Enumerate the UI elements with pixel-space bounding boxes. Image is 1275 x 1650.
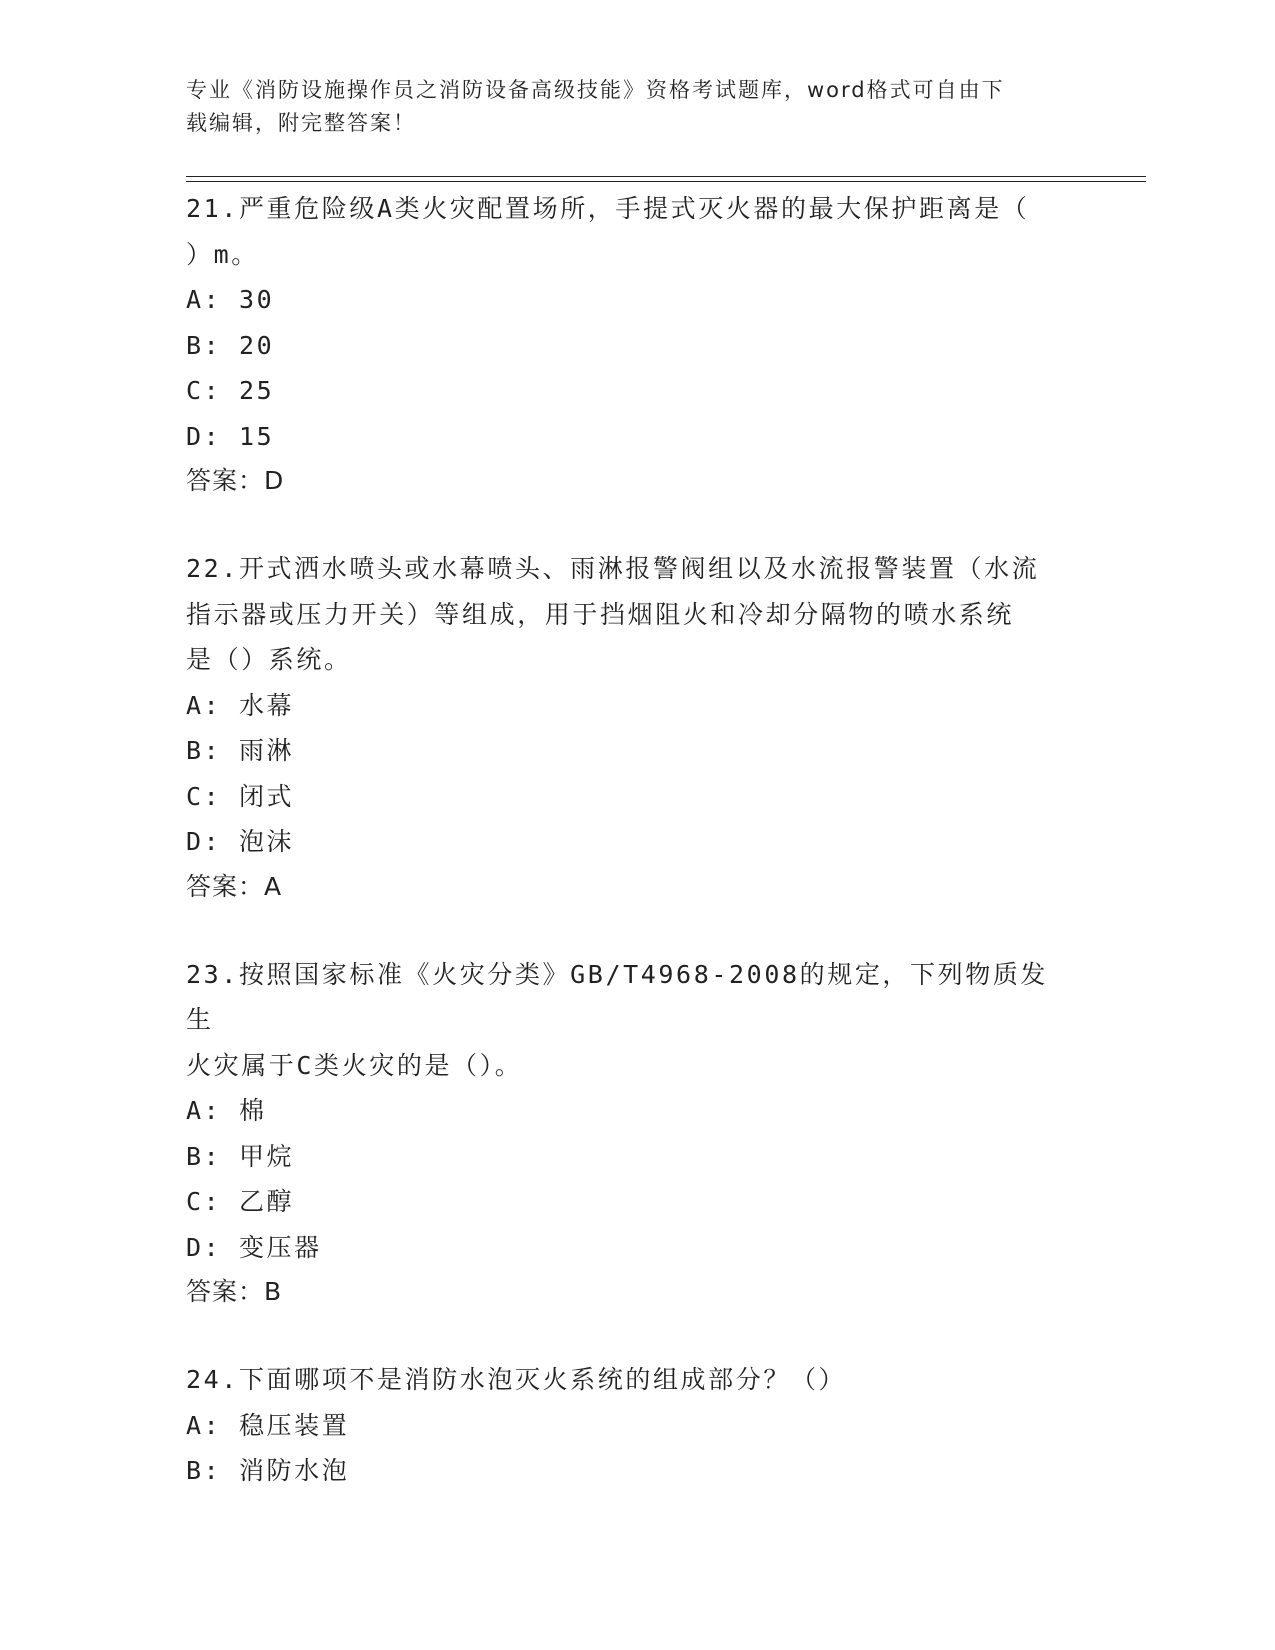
- option-c: C: 闭式: [186, 781, 295, 811]
- question-stem-line: 24.下面哪项不是消防水泡灭火系统的组成部分？（）: [186, 1365, 847, 1394]
- question-stem-line: 23.按照国家标准《火灾分类》GB/T4968-2008的规定，下列物质发生: [186, 959, 1049, 1034]
- header-divider-bottom: [186, 181, 1146, 182]
- answer-label: 答案：A: [186, 871, 283, 901]
- option-b: B: 雨淋: [186, 736, 295, 765]
- question-stem-line: 指示器或压力开关）等组成，用于挡烟阻火和冷却分隔物的喷水系统: [186, 599, 1015, 629]
- question-21: [186, 186, 1066, 503]
- question-stem-line: 是（）系统。: [186, 645, 352, 674]
- question-stem-line: 21.严重危险级A类火灾配置场所，手提式灭火器的最大保护距离是（: [186, 194, 1030, 223]
- question-24: [186, 1357, 1066, 1494]
- question-stem-line: ）m。: [186, 239, 259, 269]
- option-b: B: 甲烷: [186, 1141, 295, 1171]
- option-b: B: 消防水泡: [186, 1456, 350, 1485]
- option-d: D: 15: [186, 421, 275, 451]
- option-c: C: 25: [186, 376, 275, 405]
- header-line-2: 载编辑，附完整答案！: [186, 111, 416, 135]
- question-stem-line: 22.开式洒水喷头或水幕喷头、雨淋报警阀组以及水流报警装置（水流: [186, 554, 1040, 583]
- answer-label: 答案：B: [186, 1277, 283, 1306]
- answer-label: 答案：D: [186, 466, 285, 495]
- option-c: C: 乙醇: [186, 1187, 295, 1216]
- document-header: [186, 74, 1066, 140]
- header-line-1: 专业《消防设施操作员之消防设备高级技能》资格考试题库，word格式可自由下: [186, 78, 1005, 102]
- question-22: [186, 546, 1066, 909]
- question-list: [186, 186, 1066, 1537]
- option-a: A: 稳压装置: [186, 1410, 350, 1440]
- option-d: D: 变压器: [186, 1232, 322, 1262]
- question-23: [186, 952, 1066, 1315]
- option-a: A: 水幕: [186, 690, 295, 720]
- question-stem-line: 火灾属于C类火灾的是（）。: [186, 1050, 523, 1080]
- option-a: A: 30: [186, 285, 275, 314]
- option-d: D: 泡沫: [186, 827, 295, 856]
- header-divider-top: [186, 176, 1146, 177]
- option-a: A: 棉: [186, 1096, 267, 1125]
- option-b: B: 20: [186, 330, 275, 360]
